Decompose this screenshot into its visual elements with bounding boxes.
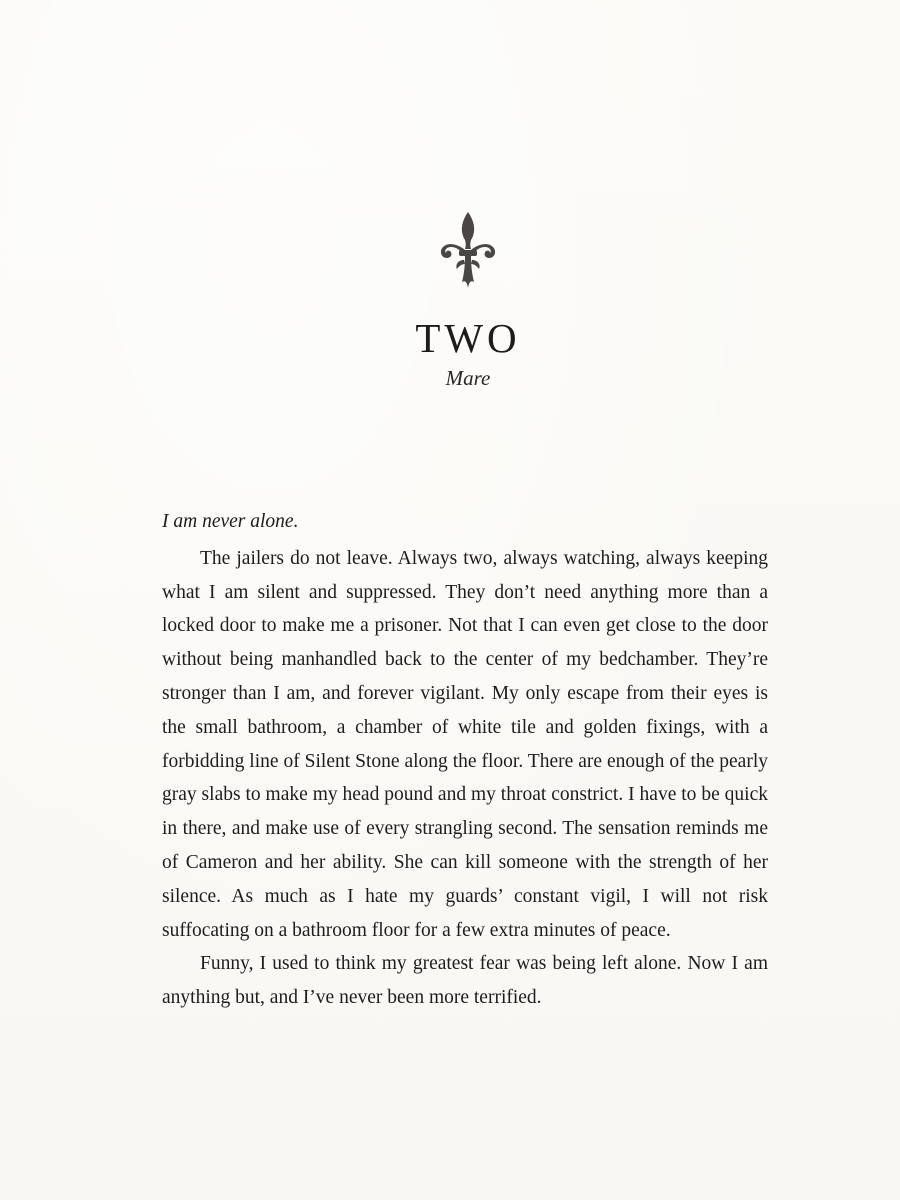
chapter-body [162, 505, 768, 1015]
opening-line: I am never alone. [162, 511, 299, 532]
fleur-de-lis-icon [438, 210, 498, 290]
paragraph: The jailers do not leave. Always two, always watching, always keeping what I am silent and suppressed. They don’t need anything more than a locked door to make me a prisoner. Not that I can even get close to the door without being manhandled back to the center of my bedchamber. They’re stronger than I am, and forever vigilant. My only escape from their eyes is the small bathroom, a chamber of white tile and golden fixings, with a forbidding line of Silent Stone along the floor. There are enough of the pearly gray slabs to make my head pound and my throat constrict. I have to be quick in there, and make use of every strangling second. The sensation reminds me of Cameron and her ability. She can kill someone with the strength of her silence. As much as I hate my guards’ constant vigil, I will not risk suffocating on a bathroom floor for a few extra minutes of peace. [162, 547, 768, 941]
chapter-subtitle: Mare [445, 366, 491, 390]
chapter-number: TWO [415, 315, 521, 361]
paragraph: Funny, I used to think my greatest fear was being left alone. Now I am anything but, and I’ve never been more terrified. [162, 953, 768, 1009]
